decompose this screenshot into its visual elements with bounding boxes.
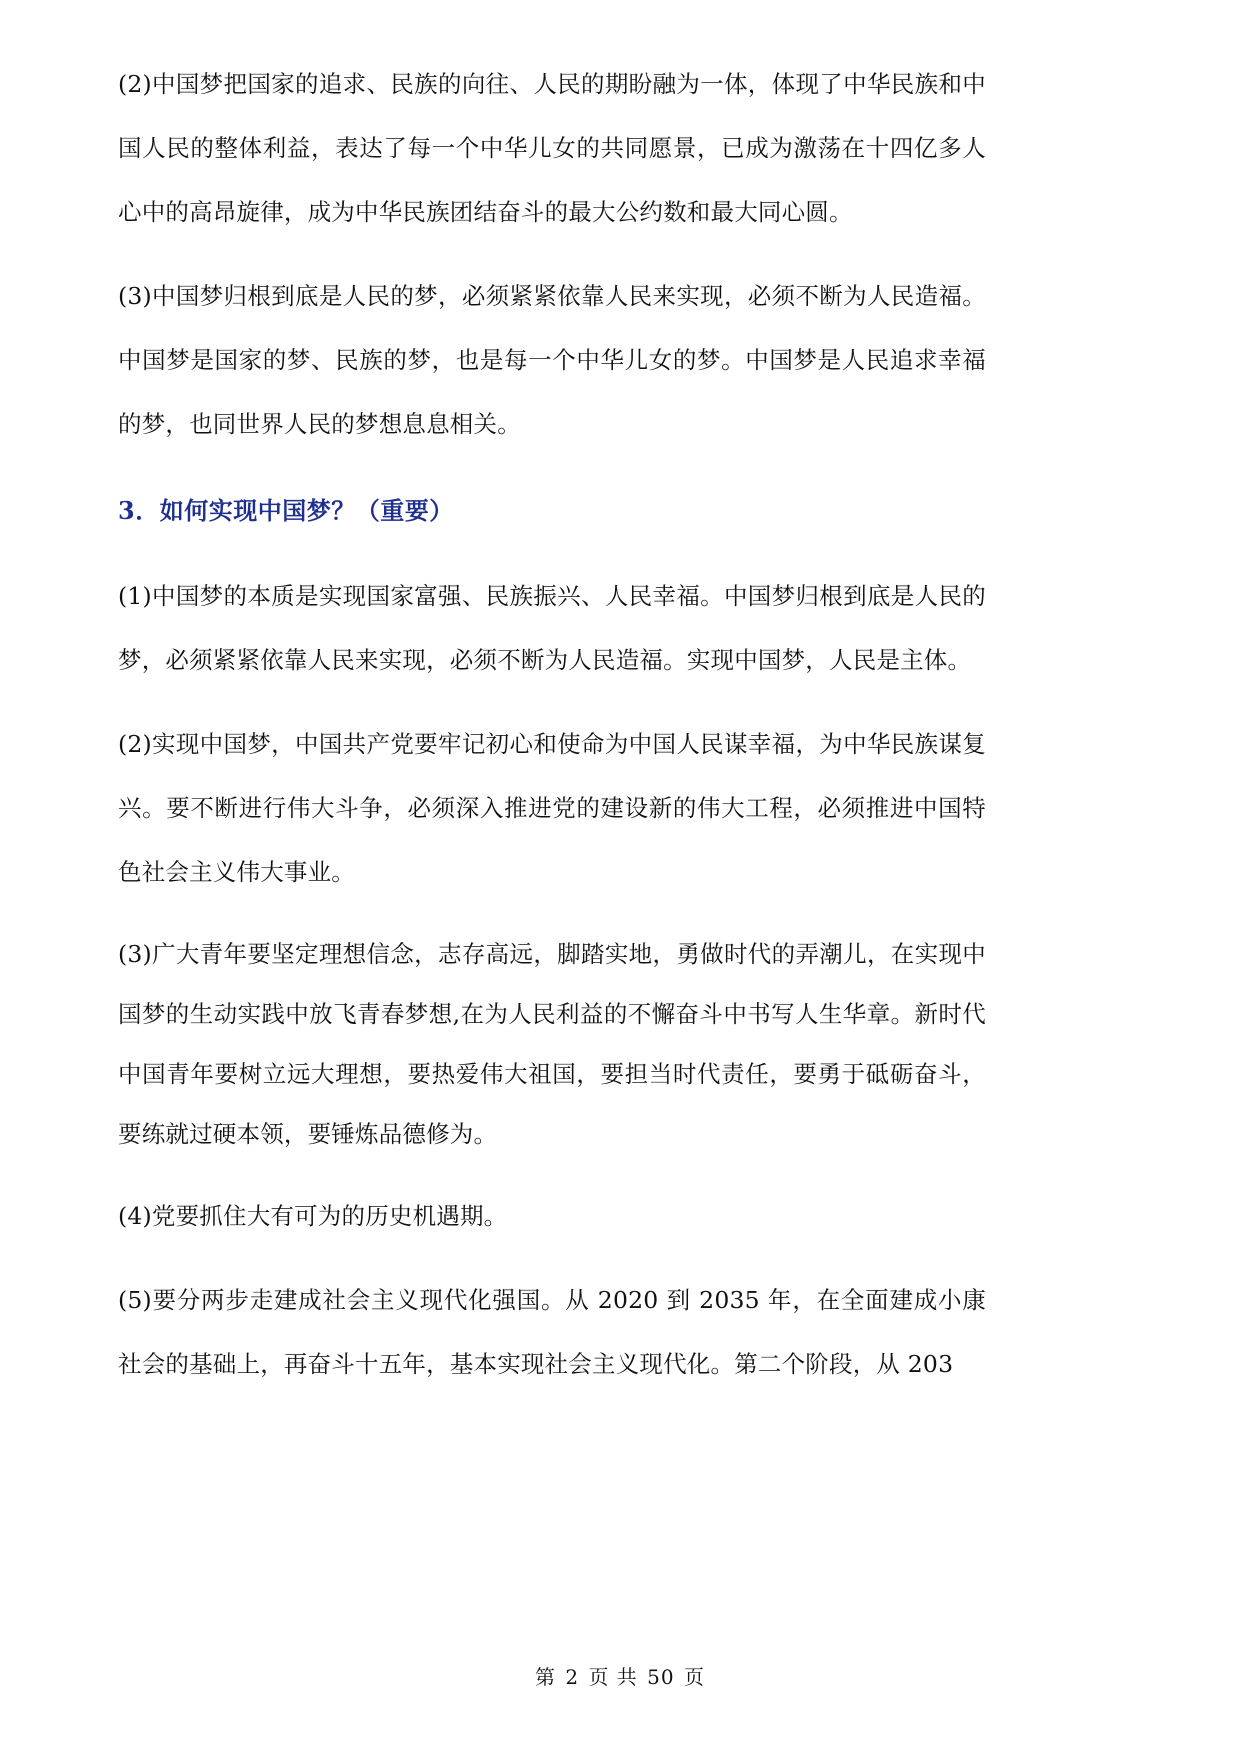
section-heading-how-to-realize: 3．如何实现中国梦？（重要）	[118, 496, 454, 525]
footer-prefix: 第	[535, 1665, 556, 1689]
footer-middle: 页 共	[588, 1665, 638, 1689]
footer-suffix: 页	[683, 1665, 705, 1689]
page-content	[118, 52, 986, 1396]
paragraph-party-mission: (2)实现中国梦，中国共产党要牢记初心和使命为中国人民谋幸福，为中华民族谋复兴。要不断进行伟大斗争，必须深入推进党的建设新的伟大工程，必须推进中国特色社会主义伟大事业。	[118, 730, 986, 886]
footer-current-page: 2	[565, 1665, 580, 1689]
footer-total-pages: 50	[647, 1665, 675, 1689]
paragraph-youth: (3)广大青年要坚定理想信念，志存高远，脚踏实地，勇做时代的弄潮儿，在实现中国梦的生动实践中放飞青春梦想,在为人民利益的不懈奋斗中书写人生华章。新时代中国青年要树立远大理想，要热爱伟大祖国，要担当时代责任，要勇于砥砺奋斗，要练就过硬本领，要锤炼品德修为。	[118, 940, 986, 1148]
paragraph-dream-unity: (2)中国梦把国家的追求、民族的向往、人民的期盼融为一体，体现了中华民族和中国人民的整体利益，表达了每一个中华儿女的共同愿景，已成为激荡在十四亿多人心中的高昂旋律，成为中华民族团结奋斗的最大公约数和最大同心圆。	[118, 70, 986, 226]
paragraph-people-dream: (3)中国梦归根到底是人民的梦，必须紧紧依靠人民来实现，必须不断为人民造福。中国梦是国家的梦、民族的梦，也是每一个中华儿女的梦。中国梦是人民追求幸福的梦，也同世界人民的梦想息息相关。	[118, 282, 986, 438]
paragraph-historic-opportunity: (4)党要抓住大有可为的历史机遇期。	[118, 1202, 508, 1230]
paragraph-two-step-strategy: (5)要分两步走建成社会主义现代化强国。从 2020 到 2035 年，在全面建成小康社会的基础上，再奋斗十五年，基本实现社会主义现代化。第二个阶段，从 203	[118, 1286, 986, 1378]
paragraph-essence: (1)中国梦的本质是实现国家富强、民族振兴、人民幸福。中国梦归根到底是人民的梦，必须紧紧依靠人民来实现，必须不断为人民造福。实现中国梦，人民是主体。	[118, 582, 986, 674]
page-footer	[0, 1661, 1240, 1690]
